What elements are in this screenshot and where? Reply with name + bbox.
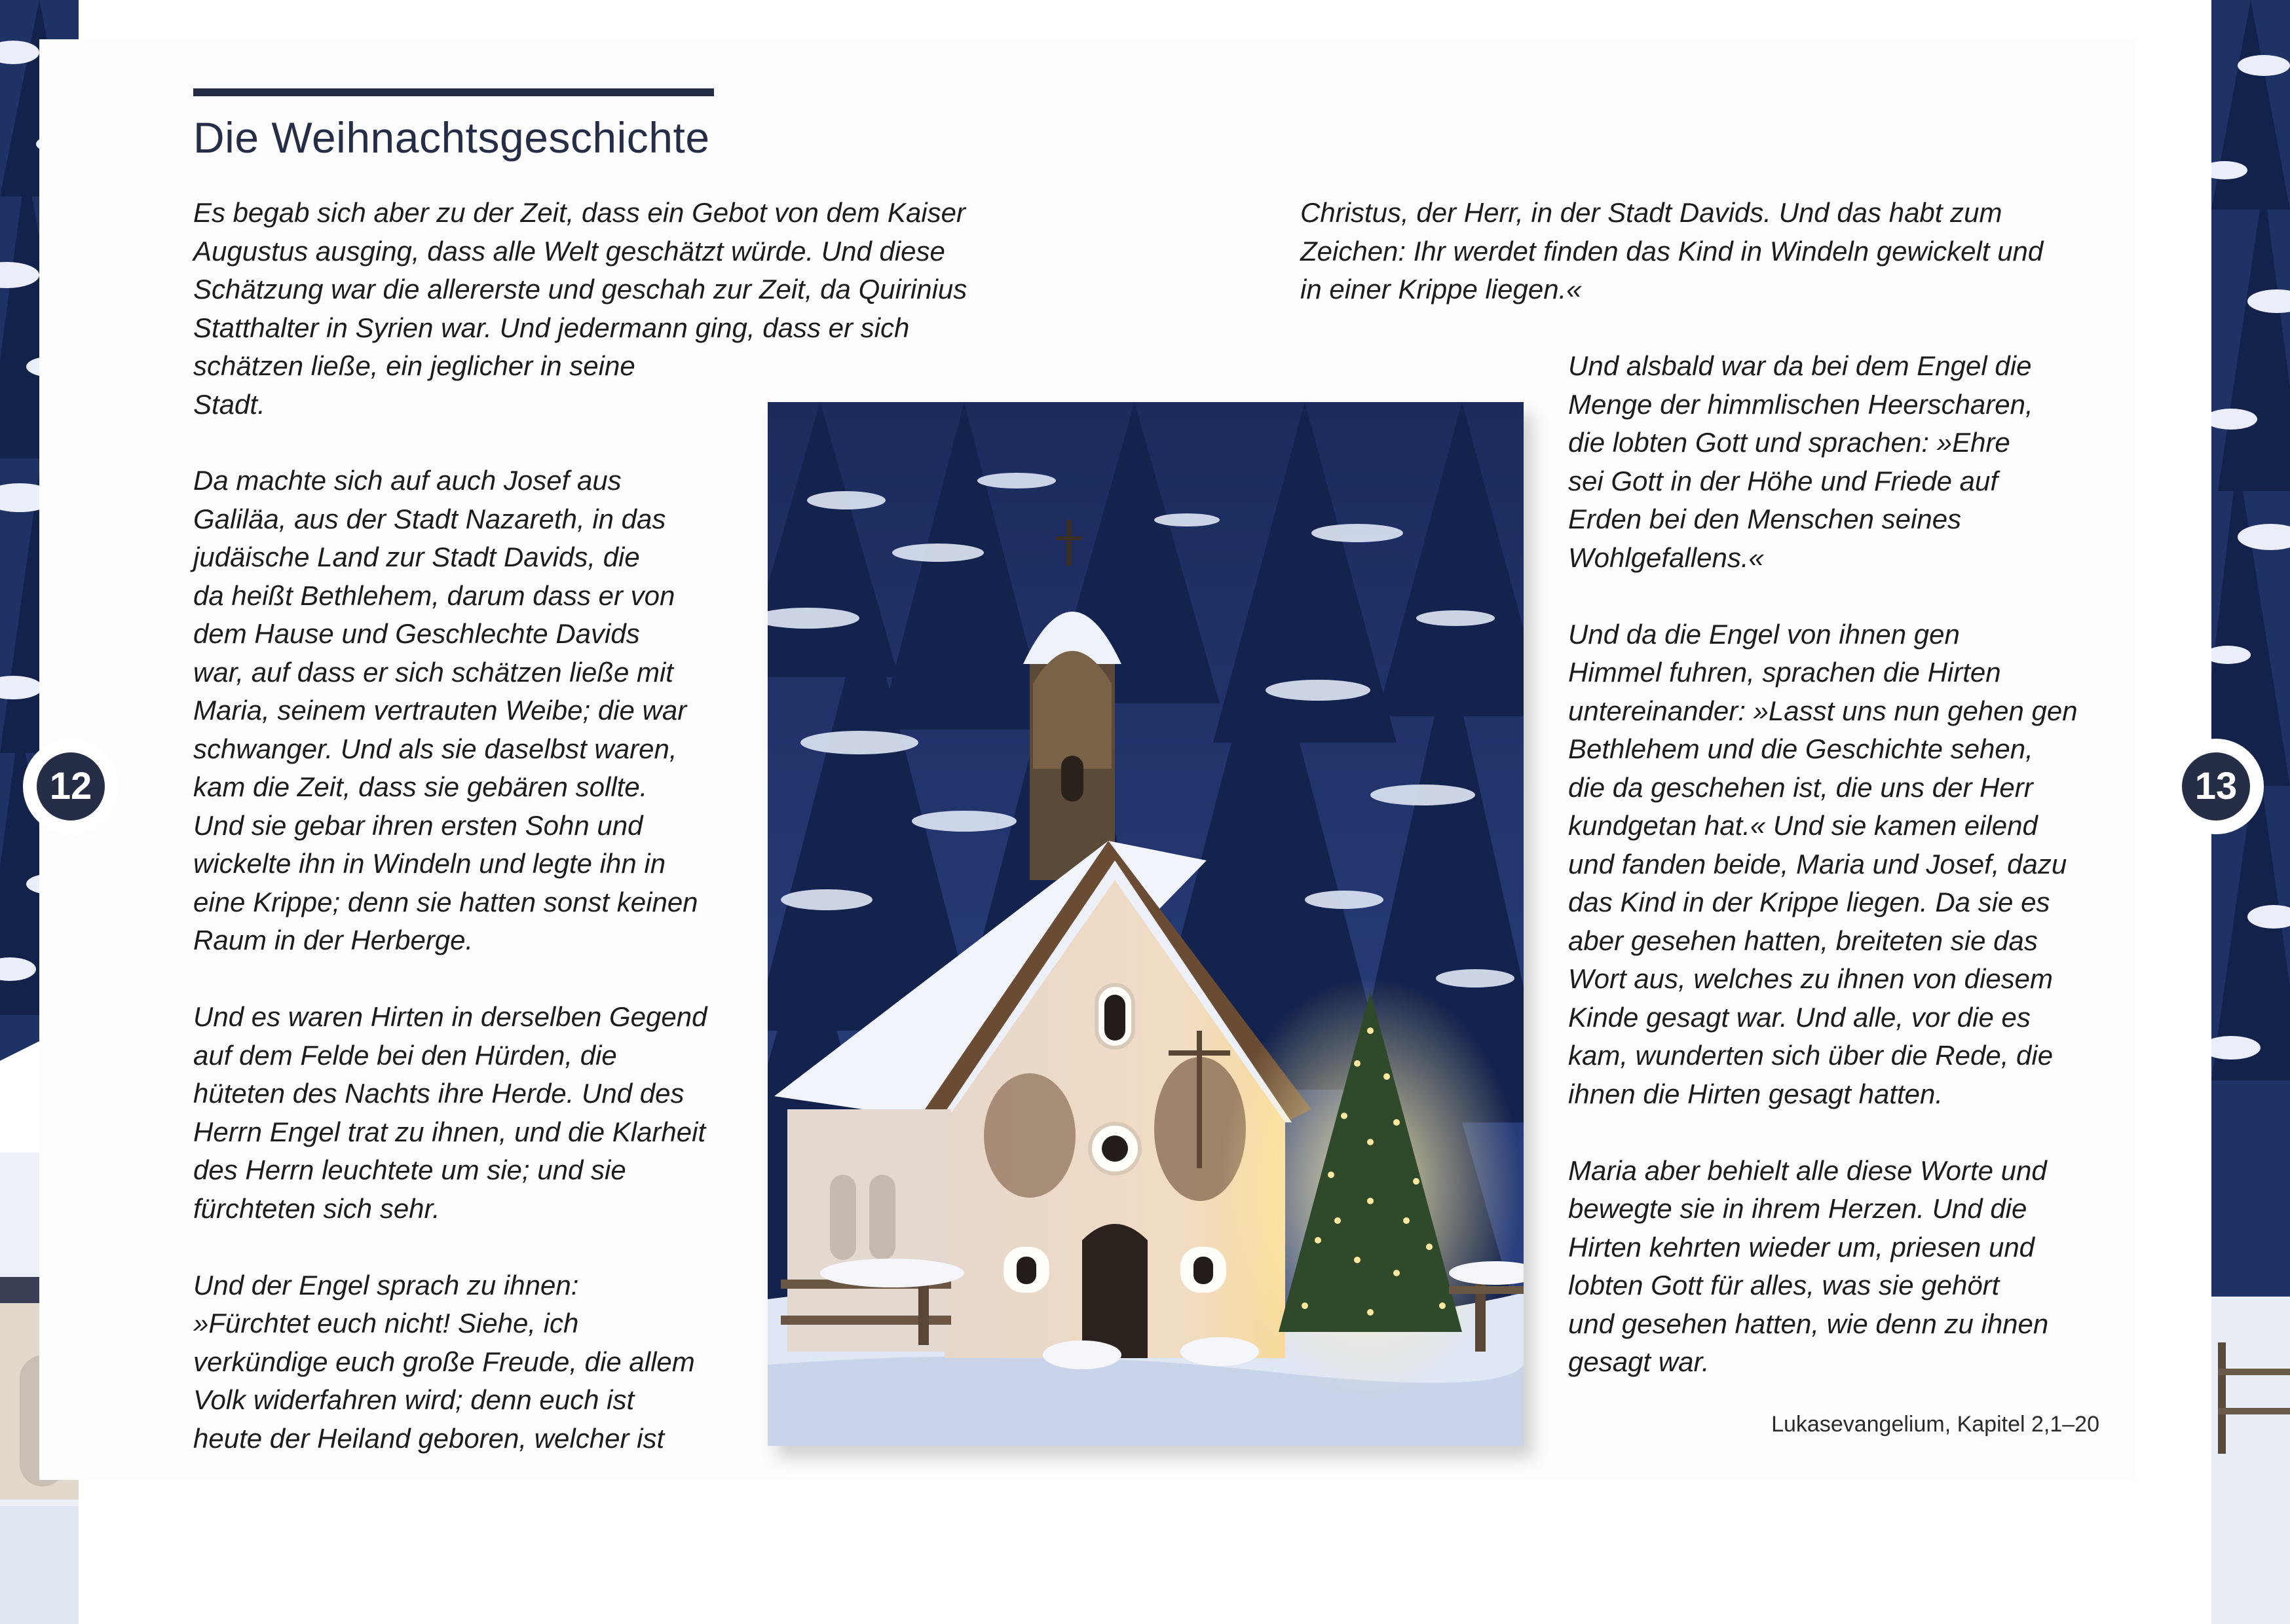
text-line [1568, 1113, 2078, 1152]
text-line: lobten Gott für alles, was sie gehört [1568, 1270, 2000, 1301]
page-title: Die Weihnachtsgeschichte [193, 113, 710, 162]
text-line: Kinde gesagt war. Und alle, vor die es [1568, 1001, 2031, 1033]
text-line [193, 960, 707, 999]
title-rule [193, 88, 714, 96]
text-line: da heißt Bethlehem, darum dass er von [193, 580, 675, 611]
text-line: Herrn Engel trat zu ihnen, und die Klarheit [193, 1116, 706, 1147]
text-line: in einer Krippe liegen.« [1300, 274, 1582, 304]
text-line: Wohlgefallens.« [1568, 542, 1764, 573]
text-line: Erden bei den Menschen seines [1568, 504, 1962, 534]
text-column-left [193, 462, 707, 1458]
text-line: judäische Land zur Stadt Davids, die [193, 542, 640, 572]
text-line: fürchteten sich sehr. [193, 1192, 440, 1224]
text-line: Menge der himmlischen Heerscharen, [1568, 388, 2033, 420]
page-number-right-label: 13 [2182, 752, 2250, 821]
text-line: Raum in der Herberge. [193, 925, 474, 955]
text-line: wickelte ihn in Windeln und legte ihn in [193, 848, 666, 879]
text-line: hüteten des Nachts ihre Herde. Und des [193, 1078, 685, 1109]
text-line: schätzen ließe, ein jeglicher in seine [193, 350, 635, 381]
text-line: Volk widerfahren wird; denn euch ist [193, 1384, 635, 1415]
text-line: die da geschehen ist, die uns der Herr [1568, 771, 2033, 803]
text-line: Wort aus, welches zu ihnen von diesem [1568, 963, 2054, 994]
text-column-top-left [193, 194, 967, 424]
text-line: kundgetan hat.« Und sie kamen eilend [1568, 810, 2038, 841]
text-line: das Kind in der Krippe liegen. Da sie es [1568, 887, 2050, 917]
text-line: aber gesehen hatten, breiteten sie das [1568, 925, 2038, 956]
text-line: Und es waren Hirten in derselben Gegend [193, 1001, 707, 1032]
text-line: die lobten Gott und sprachen: »Ehre [1568, 427, 2010, 458]
text-line: Christus, der Herr, in der Stadt Davids. Und das habt zum [1300, 197, 2002, 228]
text-line: Maria, seinem vertrauten Weibe; die war [193, 695, 687, 726]
text-line: Und sie gebar ihren ersten Sohn und [193, 809, 643, 841]
chapel-photo [768, 402, 1524, 1446]
text-line: und gesehen hatten, wie denn zu ihnen [1568, 1308, 2049, 1339]
source-citation: Lukasevangelium, Kapitel 2,1–20 [1771, 1412, 2099, 1437]
page-number-right [2168, 739, 2264, 834]
text-line: Hirten kehrten wieder um, priesen und [1568, 1231, 2035, 1263]
text-line: auf dem Felde bei den Hürden, die [193, 1039, 617, 1071]
text-line: Es begab sich aber zu der Zeit, dass ein Gebot von dem Kaiser [193, 197, 966, 228]
text-line: Statthalter in Syrien war. Und jedermann ging, dass er sich [193, 312, 910, 343]
text-line: sei Gott in der Höhe und Friede auf [1568, 465, 1999, 496]
text-line: dem Hause und Geschlechte Davids [193, 618, 640, 649]
text-line: kam die Zeit, dass sie gebären sollte. [193, 771, 648, 802]
text-line: Schätzung war die allererste und geschah zur Zeit, da Quirinius [193, 274, 967, 304]
text-column-top-right [1300, 194, 2043, 309]
text-line: »Fürchtet euch nicht! Siehe, ich [193, 1308, 579, 1338]
text-line: untereinander: »Lasst uns nun gehen gen [1568, 695, 2078, 726]
text-line: und fanden beide, Maria und Josef, dazu [1568, 848, 2067, 879]
text-line: Und alsbald war da bei dem Engel die [1568, 350, 2032, 381]
text-line: Himmel fuhren, sprachen die Hirten [1568, 657, 2001, 688]
text-line: ihnen die Hirten gesagt hatten. [1568, 1078, 1943, 1109]
text-column-right [1568, 347, 2078, 1382]
text-line: kam, wunderten sich über die Rede, die [1568, 1040, 2054, 1071]
text-line: Maria aber behielt alle diese Worte und [1568, 1154, 2047, 1186]
text-line: Stadt. [193, 388, 265, 420]
text-line: gesagt war. [1568, 1346, 1710, 1377]
text-line [193, 1228, 707, 1266]
text-line: Und der Engel sprach zu ihnen: [193, 1269, 579, 1301]
text-line: Und da die Engel von ihnen gen [1568, 618, 1960, 650]
text-line: Zeichen: Ihr werdet finden das Kind in Windeln gewickelt und [1300, 235, 2044, 267]
text-line: Galiläa, aus der Stadt Nazareth, in das [193, 503, 666, 534]
text-line: Augustus ausging, dass alle Welt geschätzt würde. Und diese [193, 235, 945, 267]
text-line: des Herrn leuchtete um sie; und sie [193, 1154, 626, 1185]
text-line: eine Krippe; denn sie hatten sonst keinen [193, 886, 698, 917]
text-line [1568, 577, 2078, 616]
text-line: heute der Heiland geboren, welcher ist [193, 1422, 665, 1454]
page-number-left [23, 739, 119, 834]
text-line: Bethlehem und die Geschichte sehen, [1568, 733, 2033, 764]
page-number-left-label: 12 [37, 752, 105, 821]
text-line: war, auf dass er sich schätzen ließe mit [193, 656, 673, 688]
text-line: Da machte sich auf auch Josef aus [193, 465, 622, 496]
text-line: bewegte sie in ihrem Herzen. Und die [1568, 1193, 2027, 1224]
text-line: verkündige euch große Freude, die allem [193, 1346, 695, 1377]
text-line: schwanger. Und als sie daselbst waren, [193, 733, 677, 764]
